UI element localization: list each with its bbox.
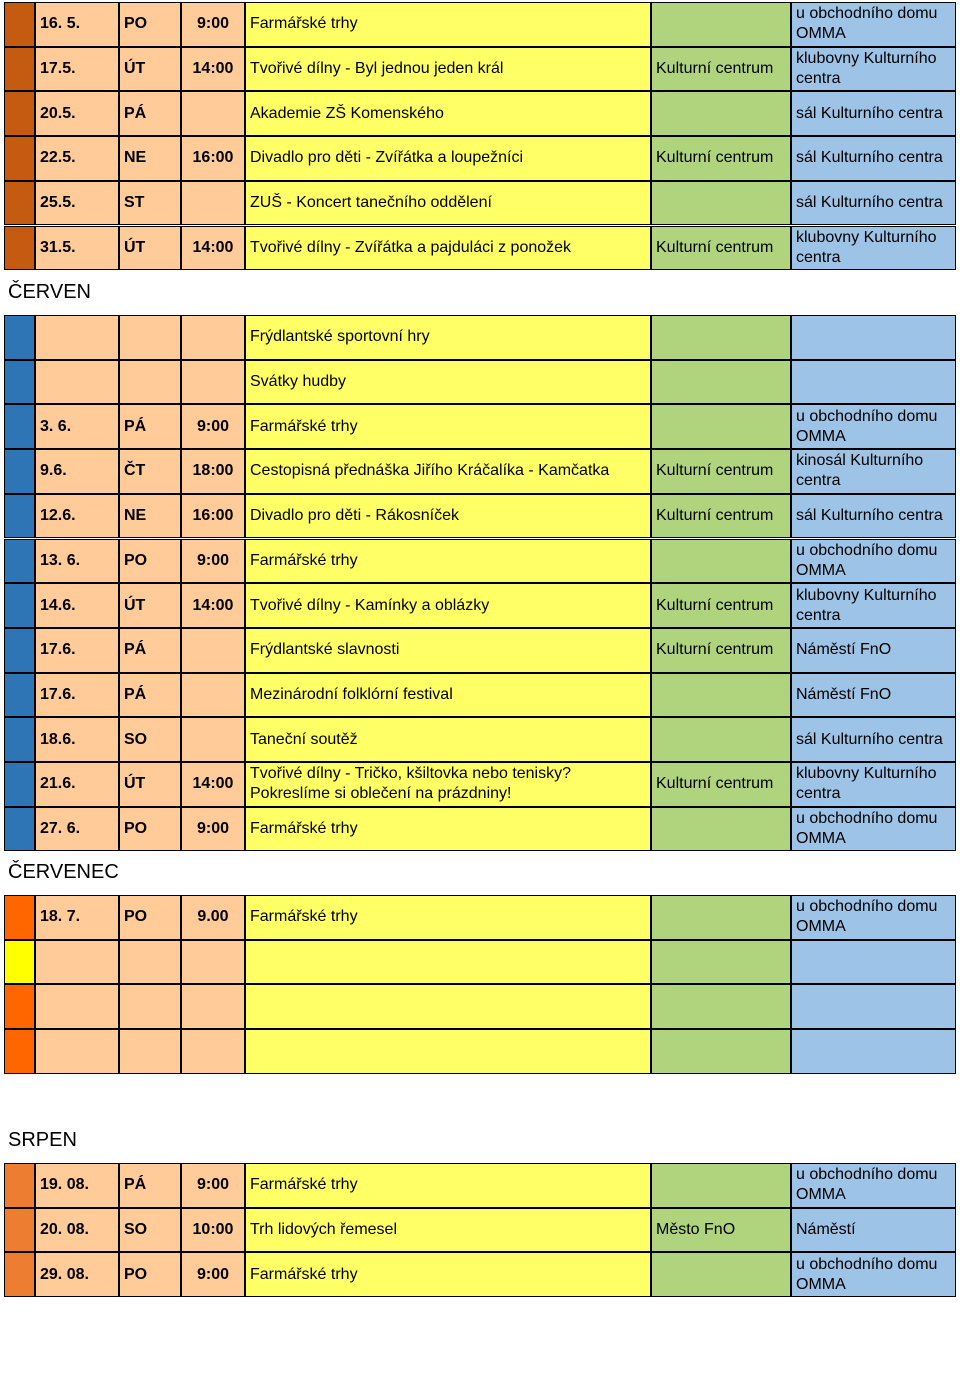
time-cell: 9:00	[181, 1252, 245, 1297]
date-cell: 13. 6.	[35, 539, 119, 584]
organizer-cell	[651, 539, 791, 584]
venue-cell: sál Kulturního centra	[791, 181, 956, 226]
date-cell	[35, 940, 119, 985]
organizer-cell	[651, 181, 791, 226]
month-marker-cell	[4, 360, 35, 405]
month-marker-cell	[4, 181, 35, 226]
date-cell: 17.6.	[35, 628, 119, 673]
event-cell: Farmářské trhy	[245, 404, 651, 449]
day-cell: NE	[119, 136, 181, 181]
day-cell: PÁ	[119, 1163, 181, 1208]
venue-cell: u obchodního domu OMMA	[791, 2, 956, 47]
date-cell: 20. 08.	[35, 1208, 119, 1253]
date-cell: 17.5.	[35, 47, 119, 92]
time-cell: 9:00	[181, 2, 245, 47]
organizer-cell: Kulturní centrum	[651, 449, 791, 494]
venue-cell: klubovny Kulturního centra	[791, 226, 956, 271]
table-row	[4, 984, 956, 1029]
date-cell: 9.6.	[35, 449, 119, 494]
organizer-cell	[651, 360, 791, 405]
event-cell: Frýdlantské sportovní hry	[245, 315, 651, 360]
table-row	[4, 807, 956, 852]
table-row	[4, 1252, 956, 1297]
month-marker-cell	[4, 47, 35, 92]
organizer-cell	[651, 2, 791, 47]
event-cell: Farmářské trhy	[245, 539, 651, 584]
time-cell: 14:00	[181, 583, 245, 628]
day-cell	[119, 360, 181, 405]
venue-cell	[791, 360, 956, 405]
table-row	[4, 91, 956, 136]
table-row	[4, 762, 956, 807]
table-row	[4, 940, 956, 985]
table-row	[4, 583, 956, 628]
event-cell: Trh lidových řemesel	[245, 1208, 651, 1253]
venue-cell: Náměstí	[791, 1208, 956, 1253]
venue-cell	[791, 315, 956, 360]
venue-cell	[791, 984, 956, 1029]
date-cell: 19. 08.	[35, 1163, 119, 1208]
time-cell	[181, 181, 245, 226]
venue-cell: sál Kulturního centra	[791, 494, 956, 539]
time-cell	[181, 91, 245, 136]
organizer-cell: Kulturní centrum	[651, 47, 791, 92]
month-marker-cell	[4, 315, 35, 360]
organizer-cell: Kulturní centrum	[651, 583, 791, 628]
venue-cell: kinosál Kulturního centra	[791, 449, 956, 494]
day-cell: PÁ	[119, 628, 181, 673]
time-cell: 16:00	[181, 136, 245, 181]
date-cell: 18. 7.	[35, 895, 119, 940]
day-cell: PÁ	[119, 91, 181, 136]
time-cell	[181, 1029, 245, 1074]
organizer-cell	[651, 1029, 791, 1074]
organizer-cell: Město FnO	[651, 1208, 791, 1253]
table-row	[4, 628, 956, 673]
time-cell: 9:00	[181, 807, 245, 852]
month-marker-cell	[4, 539, 35, 584]
day-cell: ÚT	[119, 226, 181, 271]
time-cell: 9.00	[181, 895, 245, 940]
date-cell: 14.6.	[35, 583, 119, 628]
date-cell	[35, 360, 119, 405]
time-cell	[181, 673, 245, 718]
day-cell: SO	[119, 1208, 181, 1253]
organizer-cell: Kulturní centrum	[651, 136, 791, 181]
table-row	[4, 47, 956, 92]
section-heading-july: ČERVENEC	[8, 861, 119, 883]
organizer-cell	[651, 895, 791, 940]
date-cell: 27. 6.	[35, 807, 119, 852]
date-cell: 12.6.	[35, 494, 119, 539]
day-cell: ČT	[119, 449, 181, 494]
event-cell	[245, 984, 651, 1029]
day-cell: ST	[119, 181, 181, 226]
day-cell: PÁ	[119, 673, 181, 718]
day-cell: ÚT	[119, 47, 181, 92]
organizer-cell: Kulturní centrum	[651, 628, 791, 673]
time-cell	[181, 628, 245, 673]
time-cell	[181, 717, 245, 762]
table-row	[4, 717, 956, 762]
date-cell: 3. 6.	[35, 404, 119, 449]
month-marker-cell	[4, 1163, 35, 1208]
date-cell: 25.5.	[35, 181, 119, 226]
day-cell	[119, 315, 181, 360]
day-cell	[119, 984, 181, 1029]
time-cell: 9:00	[181, 1163, 245, 1208]
organizer-cell	[651, 91, 791, 136]
organizer-cell	[651, 673, 791, 718]
month-marker-cell	[4, 717, 35, 762]
day-cell: PO	[119, 1252, 181, 1297]
venue-cell: Náměstí FnO	[791, 628, 956, 673]
organizer-cell: Kulturní centrum	[651, 762, 791, 807]
time-cell	[181, 984, 245, 1029]
event-cell: Tvořivé dílny - Byl jednou jeden král	[245, 47, 651, 92]
table-row	[4, 181, 956, 226]
table-row	[4, 315, 956, 360]
venue-cell: Náměstí FnO	[791, 673, 956, 718]
event-cell: Cestopisná přednáška Jiřího Kráčalíka - Kamčatka	[245, 449, 651, 494]
table-row	[4, 895, 956, 940]
event-cell: Farmářské trhy	[245, 807, 651, 852]
table-row	[4, 494, 956, 539]
organizer-cell	[651, 717, 791, 762]
day-cell: PÁ	[119, 404, 181, 449]
date-cell: 29. 08.	[35, 1252, 119, 1297]
day-cell	[119, 1029, 181, 1074]
month-marker-cell	[4, 673, 35, 718]
month-marker-cell	[4, 1029, 35, 1074]
table-row	[4, 360, 956, 405]
organizer-cell	[651, 984, 791, 1029]
month-marker-cell	[4, 136, 35, 181]
time-cell: 14:00	[181, 762, 245, 807]
day-cell: NE	[119, 494, 181, 539]
day-cell: SO	[119, 717, 181, 762]
time-cell: 14:00	[181, 226, 245, 271]
date-cell: 22.5.	[35, 136, 119, 181]
time-cell: 16:00	[181, 494, 245, 539]
month-marker-cell	[4, 226, 35, 271]
month-marker-cell	[4, 940, 35, 985]
month-marker-cell	[4, 449, 35, 494]
month-marker-cell	[4, 984, 35, 1029]
month-marker-cell	[4, 1208, 35, 1253]
time-cell: 9:00	[181, 404, 245, 449]
month-marker-cell	[4, 807, 35, 852]
month-marker-cell	[4, 91, 35, 136]
table-row	[4, 136, 956, 181]
venue-cell: u obchodního domu OMMA	[791, 1252, 956, 1297]
day-cell: ÚT	[119, 762, 181, 807]
date-cell	[35, 1029, 119, 1074]
event-cell: Taneční soutěž	[245, 717, 651, 762]
table-row	[4, 404, 956, 449]
event-cell: Mezinárodní folklórní festival	[245, 673, 651, 718]
event-cell: Farmářské trhy	[245, 1252, 651, 1297]
month-marker-cell	[4, 583, 35, 628]
day-cell: PO	[119, 539, 181, 584]
day-cell: PO	[119, 895, 181, 940]
organizer-cell: Kulturní centrum	[651, 226, 791, 271]
event-cell	[245, 1029, 651, 1074]
time-cell	[181, 315, 245, 360]
organizer-cell	[651, 404, 791, 449]
event-cell	[245, 940, 651, 985]
time-cell: 14:00	[181, 47, 245, 92]
day-cell: ÚT	[119, 583, 181, 628]
organizer-cell	[651, 807, 791, 852]
table-row	[4, 1208, 956, 1253]
date-cell	[35, 315, 119, 360]
month-marker-cell	[4, 762, 35, 807]
organizer-cell	[651, 315, 791, 360]
table-row	[4, 2, 956, 47]
venue-cell: sál Kulturního centra	[791, 717, 956, 762]
month-marker-cell	[4, 494, 35, 539]
time-cell: 9:00	[181, 539, 245, 584]
section-heading-june: ČERVEN	[8, 281, 91, 303]
venue-cell: u obchodního domu OMMA	[791, 404, 956, 449]
date-cell: 21.6.	[35, 762, 119, 807]
event-cell: Akademie ZŠ Komenského	[245, 91, 651, 136]
event-cell: Tvořivé dílny - Tričko, kšiltovka nebo tenisky? Pokreslíme si oblečení na prázdniny!	[245, 762, 651, 807]
day-cell	[119, 940, 181, 985]
section-heading-august: SRPEN	[8, 1129, 77, 1151]
venue-cell: klubovny Kulturního centra	[791, 47, 956, 92]
time-cell	[181, 940, 245, 985]
date-cell: 20.5.	[35, 91, 119, 136]
venue-cell: klubovny Kulturního centra	[791, 762, 956, 807]
date-cell: 16. 5.	[35, 2, 119, 47]
event-cell: Svátky hudby	[245, 360, 651, 405]
venue-cell	[791, 1029, 956, 1074]
date-cell	[35, 984, 119, 1029]
venue-cell: u obchodního domu OMMA	[791, 807, 956, 852]
event-cell: Divadlo pro děti - Rákosníček	[245, 494, 651, 539]
date-cell: 31.5.	[35, 226, 119, 271]
venue-cell: sál Kulturního centra	[791, 136, 956, 181]
event-cell: ZUŠ - Koncert tanečního oddělení	[245, 181, 651, 226]
venue-cell	[791, 940, 956, 985]
event-cell: Farmářské trhy	[245, 1163, 651, 1208]
event-cell: Divadlo pro děti - Zvířátka a loupežníci	[245, 136, 651, 181]
organizer-cell	[651, 940, 791, 985]
event-cell: Frýdlantské slavnosti	[245, 628, 651, 673]
event-cell: Farmářské trhy	[245, 2, 651, 47]
venue-cell: u obchodního domu OMMA	[791, 1163, 956, 1208]
date-cell: 17.6.	[35, 673, 119, 718]
organizer-cell	[651, 1252, 791, 1297]
table-row	[4, 673, 956, 718]
event-cell: Tvořivé dílny - Kamínky a oblázky	[245, 583, 651, 628]
venue-cell: sál Kulturního centra	[791, 91, 956, 136]
month-marker-cell	[4, 628, 35, 673]
month-marker-cell	[4, 2, 35, 47]
day-cell: PO	[119, 2, 181, 47]
organizer-cell	[651, 1163, 791, 1208]
table-row	[4, 1029, 956, 1074]
month-marker-cell	[4, 1252, 35, 1297]
organizer-cell: Kulturní centrum	[651, 494, 791, 539]
table-row	[4, 539, 956, 584]
venue-cell: klubovny Kulturního centra	[791, 583, 956, 628]
month-marker-cell	[4, 404, 35, 449]
table-row	[4, 1163, 956, 1208]
time-cell	[181, 360, 245, 405]
event-cell: Tvořivé dílny - Zvířátka a pajduláci z ponožek	[245, 226, 651, 271]
table-row	[4, 226, 956, 271]
event-cell: Farmářské trhy	[245, 895, 651, 940]
day-cell: PO	[119, 807, 181, 852]
venue-cell: u obchodního domu OMMA	[791, 539, 956, 584]
month-marker-cell	[4, 895, 35, 940]
table-row	[4, 449, 956, 494]
date-cell: 18.6.	[35, 717, 119, 762]
venue-cell: u obchodního domu OMMA	[791, 895, 956, 940]
time-cell: 10:00	[181, 1208, 245, 1253]
time-cell: 18:00	[181, 449, 245, 494]
